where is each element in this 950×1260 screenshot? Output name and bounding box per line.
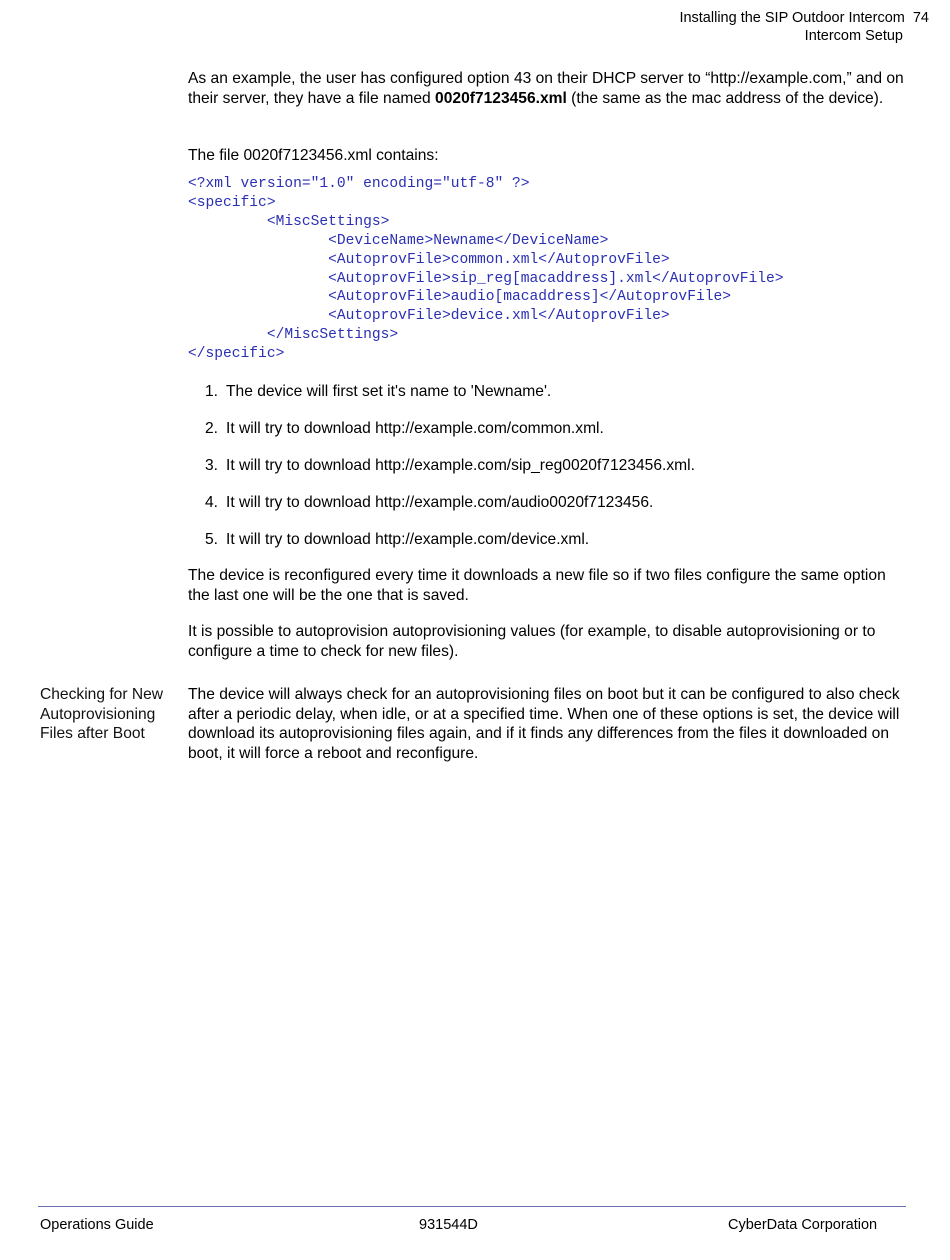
step-number: 5. [204,531,218,548]
xml-code-block [188,175,784,364]
footer-company: CyberData Corporation [728,1217,878,1233]
step-text: It will try to download http://example.com/sip_reg0020f7123456.xml. [226,457,695,474]
intro-filename: 0020f7123456.xml [435,89,567,107]
intro-text-post: (the same as the mac address of the device). [566,89,884,107]
code-line: </specific> [188,346,285,363]
step-number: 3. [204,457,218,474]
step-text: It will try to download http://example.com/device.xml. [226,531,590,548]
section-heading-line: Checking for New [40,686,164,703]
reconfig-paragraph: The device is reconfigured every time it downloads a new file so if two files configure the same option the last one will be the one that is saved. [188,567,886,604]
code-line: <AutoprovFile>device.xml</AutoprovFile> [188,308,670,325]
header-title: Installing the SIP Outdoor Intercom [679,10,905,26]
header-title-line [679,9,929,27]
code-line: <AutoprovFile>common.xml</AutoprovFile> [188,251,670,268]
footer-guide-name: Operations Guide [40,1217,154,1233]
list-item [188,419,908,456]
step-number: 4. [204,494,218,511]
code-line: <DeviceName>Newname</DeviceName> [188,232,609,249]
footer-doc-number: 931544D [419,1217,478,1233]
list-item [188,382,908,419]
step-text: It will try to download http://example.com/common.xml. [226,420,604,437]
intro-text-pre: As an example, the user has configured option 43 on their DHCP server to “http://example.com,” and on their server, they have a file named [188,70,904,107]
code-line: <specific> [188,194,276,211]
file-contains-label: The file 0020f7123456.xml contains: [188,147,439,164]
section-paragraph: The device will always check for an autoprovisioning files on boot but it can be configured to also check after a periodic delay, when idle, or at a specified time. When one of these options is set, the device will download its autoprovisioning files again, and if it finds any differences from the files it downloaded on boot, it will force a reboot and reconfigure. [188,686,900,763]
autoprov-paragraph: It is possible to autoprovision autoprovisioning values (for example, to disable autoprovisioning or to configure a time to check for new files). [188,623,876,660]
step-text: It will try to download http://example.com/audio0020f7123456. [226,494,654,511]
step-text: The device will first set it's name to 'Newname'. [226,383,552,400]
list-item [188,530,908,567]
download-steps-list [188,382,908,567]
intro-paragraph [188,69,908,108]
section-heading-line: Autoprovisioning [40,705,156,723]
step-number: 1. [204,383,218,400]
code-line: <AutoprovFile>audio[macaddress]</AutoprovFile> [188,289,731,306]
code-line: </MiscSettings> [188,327,399,344]
footer-divider [38,1206,906,1207]
code-line: <MiscSettings> [188,213,390,230]
section-heading-line: Files after Boot [40,725,145,742]
step-number: 2. [204,420,218,437]
section-heading [40,685,185,744]
code-line: <?xml version="1.0" encoding="utf-8" ?> [188,176,530,192]
list-item [188,493,908,530]
list-item [188,456,908,493]
code-line: <AutoprovFile>sip_reg[macaddress].xml</AutoprovFile> [188,270,784,287]
page-number: 74 [912,10,929,26]
header-section: Intercom Setup [804,28,903,44]
page-header [679,9,929,45]
